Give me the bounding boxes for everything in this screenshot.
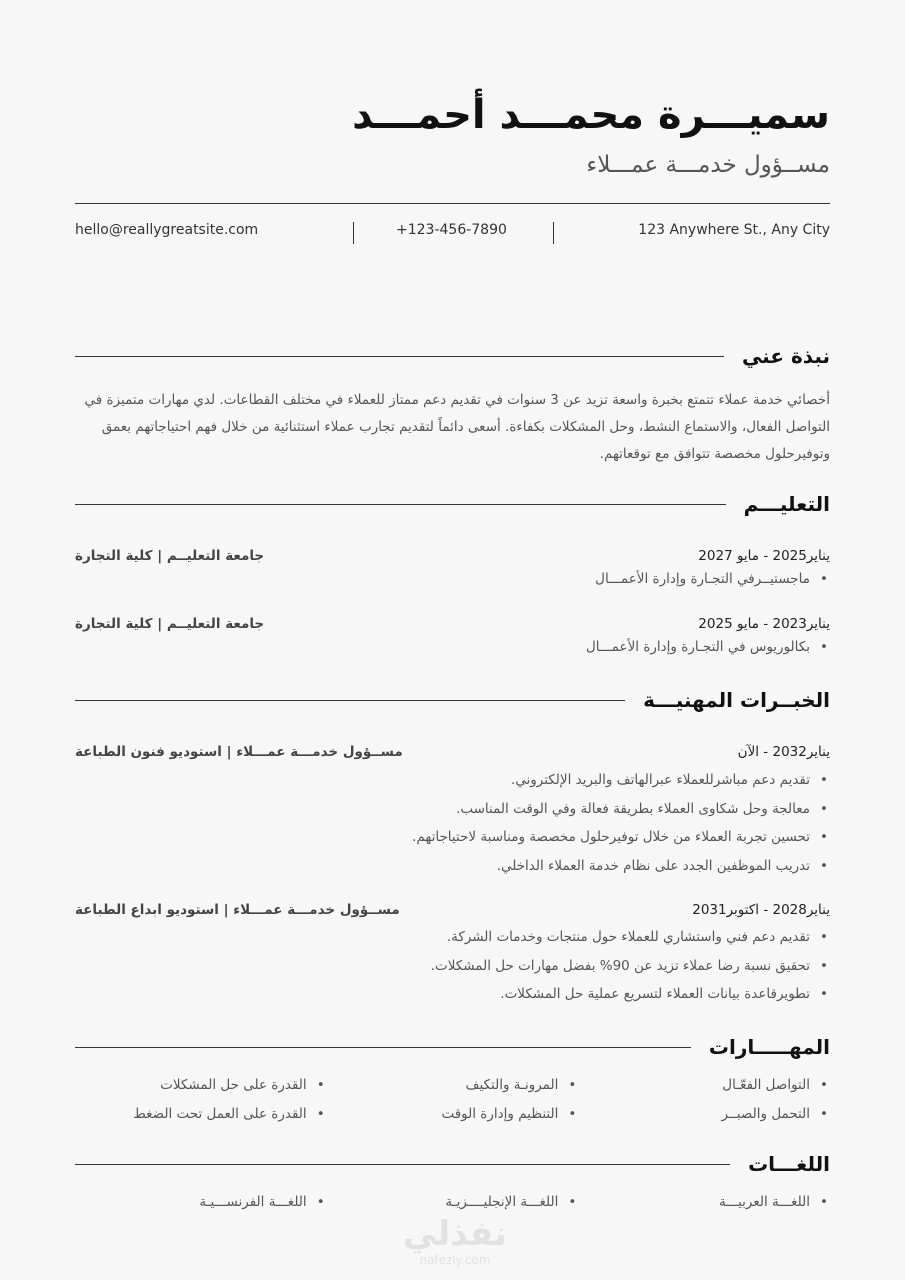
education-title: جامعة التعليــم | كلية التجارة bbox=[75, 548, 265, 564]
experience-details bbox=[75, 923, 830, 1009]
languages-list bbox=[75, 1188, 830, 1217]
skill-item: • المرونـة والتكيف bbox=[327, 1071, 579, 1100]
about-heading: نبذة عني bbox=[741, 344, 830, 368]
section-divider bbox=[75, 1047, 691, 1048]
watermark-latin: nafezly.com bbox=[419, 1253, 491, 1267]
list-item: • معالجة وحل شكاوى العملاء بطريقة فعالة وفي الوقت المناسب. bbox=[75, 795, 830, 824]
education-date: يناير2025 - مايو 2027 bbox=[698, 548, 830, 564]
about-text: أخصائي خدمة عملاء تتمتع بخبرة واسعة تزيد عن 3 سنوات في تقديم دعم ممتاز للعملاء في مختلف القطاعات. لدي مهارات متميزة في التواصل الفعال، والاستماع النشط، وحل المشكلات بكفاءة. أسعى دائماً لتقديم تجارب عملاء استثنائية من خلال فهم احتياجاتهم بعمق وتوفيرحلول مخصصة تتوافق مع توقعاتهم. bbox=[84, 392, 830, 462]
section-divider bbox=[75, 356, 724, 357]
skill-item: • التحمل والصبــر bbox=[578, 1100, 830, 1129]
candidate-name: سميـــرة محمـــد أحمـــد bbox=[352, 92, 830, 138]
education-details bbox=[75, 633, 830, 662]
experience-title: مســؤول خدمـــة عمـــلاء | استوديو فنون الطباعة bbox=[75, 744, 403, 760]
list-item: • ماجستيــرفي التجـارة وإدارة الأعمـــال bbox=[75, 565, 830, 594]
header-divider bbox=[75, 203, 830, 204]
list-item: • تحسين تجربة العملاء من خلال توفيرحلول مخصصة ومناسبة لاحتياجاتهم. bbox=[75, 823, 830, 852]
watermark-logo bbox=[395, 1215, 515, 1267]
section-divider bbox=[75, 504, 726, 505]
education-heading: التعليـــم bbox=[743, 492, 830, 516]
language-item: • اللغـــة الفرنســـيـة bbox=[75, 1188, 327, 1217]
education-entry bbox=[75, 546, 830, 566]
language-item: • اللغـــة الإنجليــــزيـة bbox=[327, 1188, 579, 1217]
contact-separator bbox=[553, 222, 554, 244]
experience-title: مســؤول خدمـــة عمـــلاء | استوديو ابداع الطباعة bbox=[75, 902, 400, 918]
watermark-arabic: نفذلي bbox=[402, 1214, 508, 1254]
languages-heading: اللغـــات bbox=[748, 1152, 830, 1176]
skill-item: • القدرة على العمل تحت الضغط bbox=[75, 1100, 327, 1129]
education-title: جامعة التعليــم | كلية التجارة bbox=[75, 616, 265, 632]
skill-item: • القدرة على حل المشكلات bbox=[75, 1071, 327, 1100]
list-item: • تدريب الموظفين الجدد على نظام خدمة العملاء الداخلي. bbox=[75, 852, 830, 881]
experience-details bbox=[75, 766, 830, 880]
contact-address: 123 Anywhere St., Any City bbox=[638, 222, 830, 238]
list-item: • تطويرقاعدة بيانات العملاء لتسريع عملية حل المشكلات. bbox=[75, 980, 830, 1009]
education-details bbox=[75, 565, 830, 594]
contact-phone[interactable]: +123-456-7890 bbox=[396, 222, 507, 238]
experience-section-header bbox=[75, 685, 830, 715]
experience-date: يناير2032 - الآن bbox=[737, 744, 830, 760]
about-section-header bbox=[75, 341, 830, 371]
skills-heading: المهـــــارات bbox=[708, 1035, 830, 1059]
education-section-header bbox=[75, 489, 830, 519]
section-divider bbox=[75, 1164, 730, 1165]
skill-item: • التواصل الفعّـال bbox=[578, 1071, 830, 1100]
skill-item: • التنظيم وإدارة الوقت bbox=[327, 1100, 579, 1129]
experience-date: يناير2028 - اكتوبر2031 bbox=[692, 902, 830, 918]
languages-section-header bbox=[75, 1149, 830, 1179]
language-item: • اللغـــة العربيـــة bbox=[578, 1188, 830, 1217]
education-date: يناير2023 - مايو 2025 bbox=[698, 616, 830, 632]
skills-list bbox=[75, 1071, 830, 1128]
list-item: • تقديم دعم مباشرللعملاء عبرالهاتف والبريد الإلكتروني. bbox=[75, 766, 830, 795]
skills-section-header bbox=[75, 1032, 830, 1062]
candidate-job-title: مســؤول خدمـــة عمـــلاء bbox=[586, 152, 830, 178]
section-divider bbox=[75, 700, 625, 701]
experience-entry bbox=[75, 742, 830, 762]
list-item: • بكالوريوس في التجـارة وإدارة الأعمـــال bbox=[75, 633, 830, 662]
experience-entry bbox=[75, 900, 830, 920]
list-item: • تحقيق نسبة رضا عملاء تزيد عن 90% بفضل مهارات حل المشكلات. bbox=[75, 952, 830, 981]
contact-email[interactable]: hello@reallygreatsite.com bbox=[75, 222, 259, 238]
experience-heading: الخبــرات المهنيـــة bbox=[643, 688, 830, 712]
contact-separator bbox=[353, 222, 354, 244]
education-entry bbox=[75, 614, 830, 634]
list-item: • تقديم دعم فني واستشاري للعملاء حول منتجات وخدمات الشركة. bbox=[75, 923, 830, 952]
